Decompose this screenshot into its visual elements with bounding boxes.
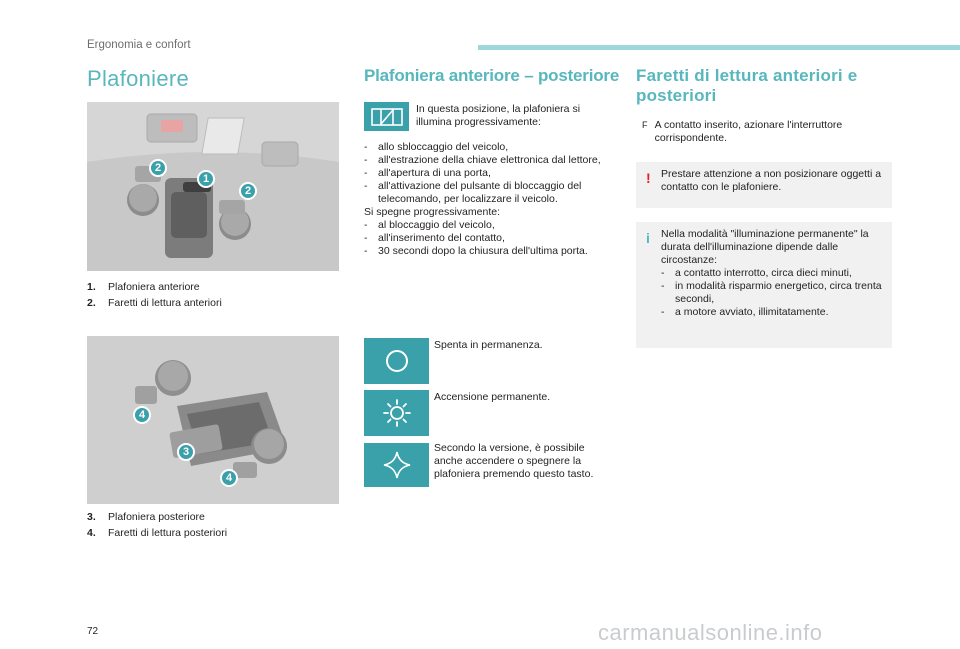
caption-item: 3. Plafoniera posteriore: [87, 511, 205, 523]
captions-rear: [87, 509, 227, 541]
page-number: 72: [87, 626, 99, 637]
bullet-arrow-icon: F: [642, 120, 648, 130]
list-item: - in modalità risparmio energetico, circa trenta secondi,: [661, 280, 882, 305]
header-bar: [478, 45, 960, 50]
info-note: [636, 222, 892, 348]
info-intro: Nella modalità "illuminazione permanente" la durata dell'illuminazione dipende dalle circostanze:: [661, 228, 869, 266]
list-item: - allo sbloccaggio del veicolo,: [364, 141, 509, 153]
list-item: - all'attivazione del pulsante di bloccaggio del telecomando, per localizzare il veicolo.: [364, 180, 582, 205]
list-item: - a contatto interrotto, circa dieci minuti,: [661, 267, 852, 279]
circle-off-icon: [384, 348, 410, 374]
list-item: - all'estrazione della chiave elettronica dal lettore,: [364, 154, 601, 166]
section-title-faretti: Faretti di lettura anteriori e posteriori: [636, 66, 858, 105]
warning-text: Prestare attenzione a non posizionare oggetti a contatto con le plafoniere.: [661, 168, 882, 193]
warning-note: [636, 162, 892, 208]
rear-plafoniera-illustration: [87, 336, 339, 504]
marker-2-right: 2: [239, 182, 257, 200]
list-item: - all'inserimento del contatto,: [364, 232, 505, 244]
light-off-icon-box: [364, 338, 429, 384]
caption-item: 4. Faretti di lettura posteriori: [87, 527, 228, 539]
marker-3: 3: [177, 443, 195, 461]
list-item: - 30 secondi dopo la chiusura dell'ultima porta.: [364, 245, 588, 257]
toggle-text: Secondo la versione, è possibile anche accendere o spegnere la plafoniera premendo questo tasto.: [434, 442, 594, 480]
page-title: Plafoniere: [87, 66, 190, 91]
marker-2-left: 2: [149, 159, 167, 177]
info-icon: i: [646, 230, 650, 246]
toggle-icon-box: [364, 443, 429, 487]
marker-4-top: 4: [133, 406, 151, 424]
door-position-icon: [364, 102, 409, 131]
front-plafoniera-photo: [87, 102, 339, 271]
sun-on-icon: [382, 398, 412, 428]
list-item: - all'apertura di una porta,: [364, 167, 491, 179]
list-item: - al bloccaggio del veicolo,: [364, 219, 495, 231]
instruction-row: F A contatto inserito, azionare l'interruttore corrispondente.: [642, 119, 843, 144]
star-toggle-icon: [382, 450, 412, 480]
list-item: - a motore avviato, illimitatamente.: [661, 306, 829, 318]
marker-1: 1: [197, 170, 215, 188]
light-off-text: Spenta in permanenza.: [434, 339, 543, 351]
marker-4-bottom: 4: [220, 469, 238, 487]
light-on-icon-box: [364, 390, 429, 436]
plafoniera-conditions-list: [364, 141, 620, 258]
rear-plafoniera-photo: [87, 336, 339, 504]
warning-icon: !: [646, 170, 651, 186]
plafoniera-intro: In questa posizione, la plafoniera si illumina progressivamente:: [416, 103, 581, 128]
faretti-instruction: [642, 119, 892, 145]
section-label: Ergonomia e confort: [87, 39, 191, 51]
door-switch-icon: [370, 107, 404, 127]
light-on-text: Accensione permanente.: [434, 391, 551, 403]
caption-item: 1. Plafoniera anteriore: [87, 281, 200, 293]
info-body: [661, 228, 891, 319]
captions-front: [87, 279, 222, 311]
section-title-plafoniera: Plafoniera anteriore – posteriore: [364, 66, 620, 85]
front-plafoniera-illustration: [87, 102, 339, 271]
list-subheading: Si spegne progressivamente:: [364, 206, 500, 218]
caption-item: 2. Faretti di lettura anteriori: [87, 297, 222, 309]
watermark: carmanualsonline.info: [598, 620, 823, 645]
